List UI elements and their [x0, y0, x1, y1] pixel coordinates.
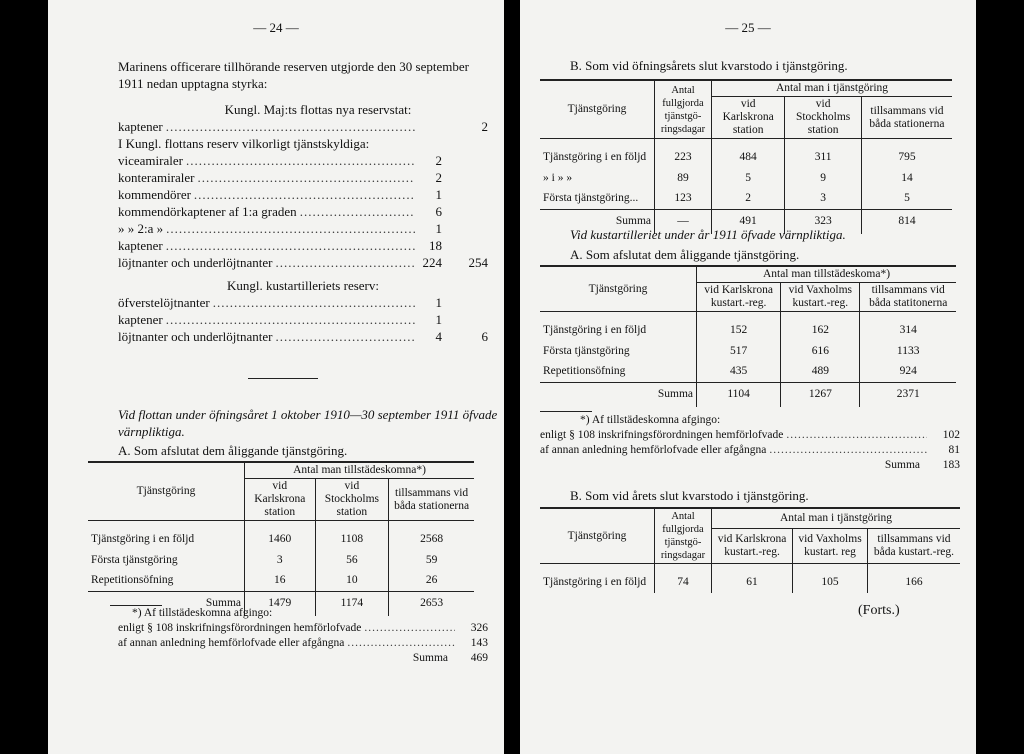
- table-cell: 3: [785, 189, 862, 210]
- leader-dots: [213, 294, 415, 311]
- column-header: Tjänstgöring: [540, 266, 697, 312]
- item-value: 18: [429, 238, 442, 253]
- column-header: vid Karlskrona kustart.-reg.: [712, 528, 793, 563]
- list-item: [118, 237, 488, 254]
- section-rows: [118, 294, 488, 345]
- sum-cell: 491: [712, 210, 785, 234]
- continued-note: (Forts.): [858, 603, 900, 618]
- leader-dots: [364, 621, 455, 636]
- section-heading: B. Som vid årets slut kvarstodo i tjänstgöring.: [570, 488, 809, 503]
- table-cell: 9: [785, 168, 862, 189]
- table-row: [540, 147, 952, 168]
- footnote-sum: 469: [470, 652, 488, 664]
- section-subheading: A. Som afslutat dem åliggande tjänstgöring.: [118, 443, 348, 458]
- list-item: [118, 152, 488, 169]
- table-cell: 5: [861, 189, 952, 210]
- column-header: tillsammans vid båda kustart.-reg.: [867, 528, 960, 563]
- item-label: löjtnanter och underlöjtnanter: [118, 329, 273, 344]
- footnote-value: 326: [470, 622, 488, 634]
- row-label: Första tjänstgöring: [543, 344, 630, 357]
- column-header: vid Karlskrona station: [712, 97, 785, 139]
- item-total: 254: [468, 255, 488, 270]
- footnote: [540, 413, 960, 473]
- page-number: — 25 —: [725, 20, 771, 35]
- table-cell: 89: [655, 168, 712, 189]
- leader-dots: [347, 636, 455, 651]
- leader-dots: [166, 237, 415, 254]
- sum-cell: 1479: [245, 592, 316, 616]
- item-label: löjtnanter och underlöjtnanter: [118, 255, 273, 270]
- row-label: Tjänstgöring i en följd: [543, 575, 647, 588]
- table-cell: 16: [245, 571, 316, 592]
- item-value: 224: [422, 255, 442, 270]
- leader-dots: [198, 169, 415, 186]
- sum-row: [540, 383, 956, 407]
- table-row: [540, 362, 956, 383]
- column-header: Tjänstgöring: [88, 462, 245, 521]
- item-value: 2: [435, 153, 442, 168]
- group-header: Antal man tillstädeskomna*): [245, 462, 475, 479]
- item-value: 4: [435, 329, 442, 344]
- table-row: [88, 550, 474, 571]
- column-header: vid Karlskrona kustart.-reg.: [697, 283, 781, 312]
- leader-dots: [300, 203, 415, 220]
- table-cell: 924: [860, 362, 956, 383]
- item-value: 1: [435, 187, 442, 202]
- table-cell: 517: [697, 341, 781, 362]
- group-header: Antal man i tjänstgöring: [712, 80, 953, 97]
- item-label: kaptener: [118, 238, 163, 253]
- sum-label: Summa: [88, 592, 245, 616]
- list-item: [118, 254, 488, 271]
- row-label: Första tjänstgöring...: [543, 192, 639, 205]
- list-item: [118, 328, 488, 345]
- item-label: kaptener: [118, 312, 163, 327]
- column-header: tillsammans vid båda stationerna: [861, 97, 952, 139]
- footnote-row: [118, 621, 488, 636]
- list-item: [118, 118, 488, 135]
- item-value: 1: [435, 295, 442, 310]
- table-row: [540, 320, 956, 341]
- footnote-label: enligt § 108 inskrifningsförordningen hemförlofvade: [118, 622, 362, 634]
- sum-cell: 2371: [860, 383, 956, 407]
- section-heading: B. Som vid öfningsårets slut kvarstodo i tjänstgöring.: [570, 58, 848, 73]
- footnote-row: [540, 428, 960, 443]
- intro-text: Marinens officerare tillhörande reserven utgjorde den 30 september 1911 nedan upptagna styrka:: [118, 59, 469, 91]
- table-cell: 223: [655, 147, 712, 168]
- leader-dots: [194, 186, 415, 203]
- list-item: [118, 203, 488, 220]
- column-header: Antal fullgjorda tjänstgö-ringsdagar: [655, 80, 712, 139]
- table-cell: 2568: [389, 529, 474, 550]
- right-page: [520, 0, 976, 754]
- item-label: kommendörer: [118, 187, 191, 202]
- table-cell: 123: [655, 189, 712, 210]
- table-row: [540, 168, 952, 189]
- column-header: vid Karlskrona station: [245, 479, 316, 521]
- leader-dots: [786, 428, 927, 443]
- leader-dots: [166, 118, 415, 135]
- footnote-row: [540, 443, 960, 458]
- table-cell: 489: [781, 362, 860, 383]
- table-row: [540, 341, 956, 362]
- reserve-list: [118, 101, 488, 345]
- footnote: [118, 606, 488, 666]
- table-cell: 1108: [315, 529, 389, 550]
- footnote-label: af annan anledning hemförlofvade eller afgångna: [540, 444, 767, 456]
- footnote-sum: 183: [942, 459, 960, 471]
- table-cell: 162: [781, 320, 860, 341]
- remaining-table-navy: [540, 79, 952, 234]
- leader-dots: [166, 311, 415, 328]
- footnote-title: *) Af tillstädeskomna afgingo:: [580, 414, 721, 426]
- table-cell: 14: [861, 168, 952, 189]
- table-cell: 61: [712, 572, 793, 593]
- item-total: 2: [481, 119, 488, 134]
- sum-cell: 2653: [389, 592, 474, 616]
- sum-cell: 1104: [697, 383, 781, 407]
- column-header: vid Stockholms station: [315, 479, 389, 521]
- section-title: Kungl. Maj:ts flottas nya reservstat:: [224, 102, 412, 117]
- leader-dots: [276, 254, 415, 271]
- table-row: [88, 529, 474, 550]
- footnote-value: 81: [948, 444, 960, 456]
- footnote-title: *) Af tillstädeskomna afgingo:: [132, 607, 273, 619]
- list-item: [118, 186, 488, 203]
- table-cell: 2: [712, 189, 785, 210]
- list-item: [118, 311, 488, 328]
- sum-cell: 1267: [781, 383, 860, 407]
- item-label: viceamiraler: [118, 153, 183, 168]
- table-cell: 314: [860, 320, 956, 341]
- table-cell: 59: [389, 550, 474, 571]
- sum-cell: 1174: [315, 592, 389, 616]
- section-rows: [118, 152, 488, 271]
- table-cell: 26: [389, 571, 474, 592]
- sum-cell: —: [655, 210, 712, 234]
- footnote-row: [118, 636, 488, 651]
- column-header: vid Vaxholms kustart. reg: [793, 528, 868, 563]
- list-item: [118, 220, 488, 237]
- footnote-value: 143: [470, 637, 488, 649]
- leader-dots: [186, 152, 415, 169]
- conscripts-table: [88, 461, 474, 616]
- sum-cell: 323: [785, 210, 862, 234]
- column-header: Tjänstgöring: [540, 508, 655, 564]
- table-row: [540, 189, 952, 210]
- section-rows: [118, 118, 488, 135]
- remaining-table-coast: [540, 507, 960, 593]
- sum-label: Summa: [540, 383, 697, 407]
- section-title: Kungl. kustartilleriets reserv:: [227, 278, 379, 293]
- table-cell: 166: [867, 572, 960, 593]
- footnote-sum-label: Summa: [412, 652, 448, 664]
- item-value: 6: [435, 204, 442, 219]
- group-header: Antal man i tjänstgöring: [712, 508, 961, 528]
- section-heading: Vid kustartilleriet under år 1911 öfvade värnpliktiga.: [570, 227, 846, 242]
- table-cell: 1460: [245, 529, 316, 550]
- section-subheading: A. Som afslutat dem åliggande tjänstgöring.: [570, 247, 800, 262]
- row-label: Tjänstgöring i en följd: [91, 532, 195, 545]
- row-label: Tjänstgöring i en följd: [543, 150, 647, 163]
- leader-dots: [166, 220, 415, 237]
- table-cell: 105: [793, 572, 868, 593]
- footnote-label: af annan anledning hemförlofvade eller afgångna: [118, 637, 345, 649]
- section-title: I Kungl. flottans reserv vilkorligt tjänstskyldiga:: [118, 136, 370, 151]
- column-header: vid Vaxholms kustart.-reg.: [781, 283, 860, 312]
- table-row: [540, 572, 960, 593]
- leader-dots: [276, 328, 415, 345]
- item-label: öfverstelöjtnanter: [118, 295, 210, 310]
- left-page: [48, 0, 504, 754]
- table-cell: 74: [655, 572, 712, 593]
- section-heading: Vid flottan under öfningsåret 1 oktober 1910—30 september 1911 öfvade värnpliktiga.: [118, 407, 498, 439]
- table-cell: 3: [245, 550, 316, 571]
- row-label: Tjänstgöring i en följd: [543, 323, 647, 336]
- list-item: [118, 294, 488, 311]
- column-header: tillsammans vid båda stationerna: [389, 479, 474, 521]
- table-cell: 152: [697, 320, 781, 341]
- item-value: 2: [435, 170, 442, 185]
- table-cell: 311: [785, 147, 862, 168]
- item-label: kommendörkaptener af 1:a graden: [118, 204, 297, 219]
- item-value: 1: [435, 221, 442, 236]
- page-number: — 24 —: [253, 20, 299, 35]
- item-label: » » 2:a »: [118, 221, 164, 236]
- row-label: » i » »: [543, 171, 573, 184]
- group-header: Antal man tillstädeskoma*): [697, 266, 957, 283]
- table-cell: 795: [861, 147, 952, 168]
- column-header: tillsammans vid båda statitonerna: [860, 283, 956, 312]
- sum-label: Summa: [540, 210, 655, 234]
- table-cell: 616: [781, 341, 860, 362]
- coast-artillery-table: [540, 265, 956, 407]
- table-row: [88, 571, 474, 592]
- table-cell: 484: [712, 147, 785, 168]
- table-cell: 56: [315, 550, 389, 571]
- item-total: 6: [481, 329, 488, 344]
- row-label: Första tjänstgöring: [91, 553, 178, 566]
- item-value: 1: [435, 312, 442, 327]
- sum-cell: 814: [861, 210, 952, 234]
- row-label: Repetitionsöfning: [91, 574, 174, 587]
- item-label: kaptener: [118, 119, 163, 134]
- table-cell: 435: [697, 362, 781, 383]
- footnote-value: 102: [942, 429, 960, 441]
- list-item: [118, 169, 488, 186]
- row-label: Repetitionsöfning: [543, 365, 626, 378]
- footnote-sum-label: Summa: [884, 459, 920, 471]
- table-cell: 10: [315, 571, 389, 592]
- table-cell: 1133: [860, 341, 956, 362]
- table-cell: 5: [712, 168, 785, 189]
- item-label: konteramiraler: [118, 170, 195, 185]
- footnote-label: enligt § 108 inskrifningsförordningen hemförlofvade: [540, 429, 784, 441]
- leader-dots: [769, 443, 927, 458]
- column-header: vid Stockholms station: [785, 97, 862, 139]
- column-header: Tjänstgöring: [540, 80, 655, 139]
- column-header: Antal fullgjorda tjänstgö-ringsdagar: [655, 508, 712, 564]
